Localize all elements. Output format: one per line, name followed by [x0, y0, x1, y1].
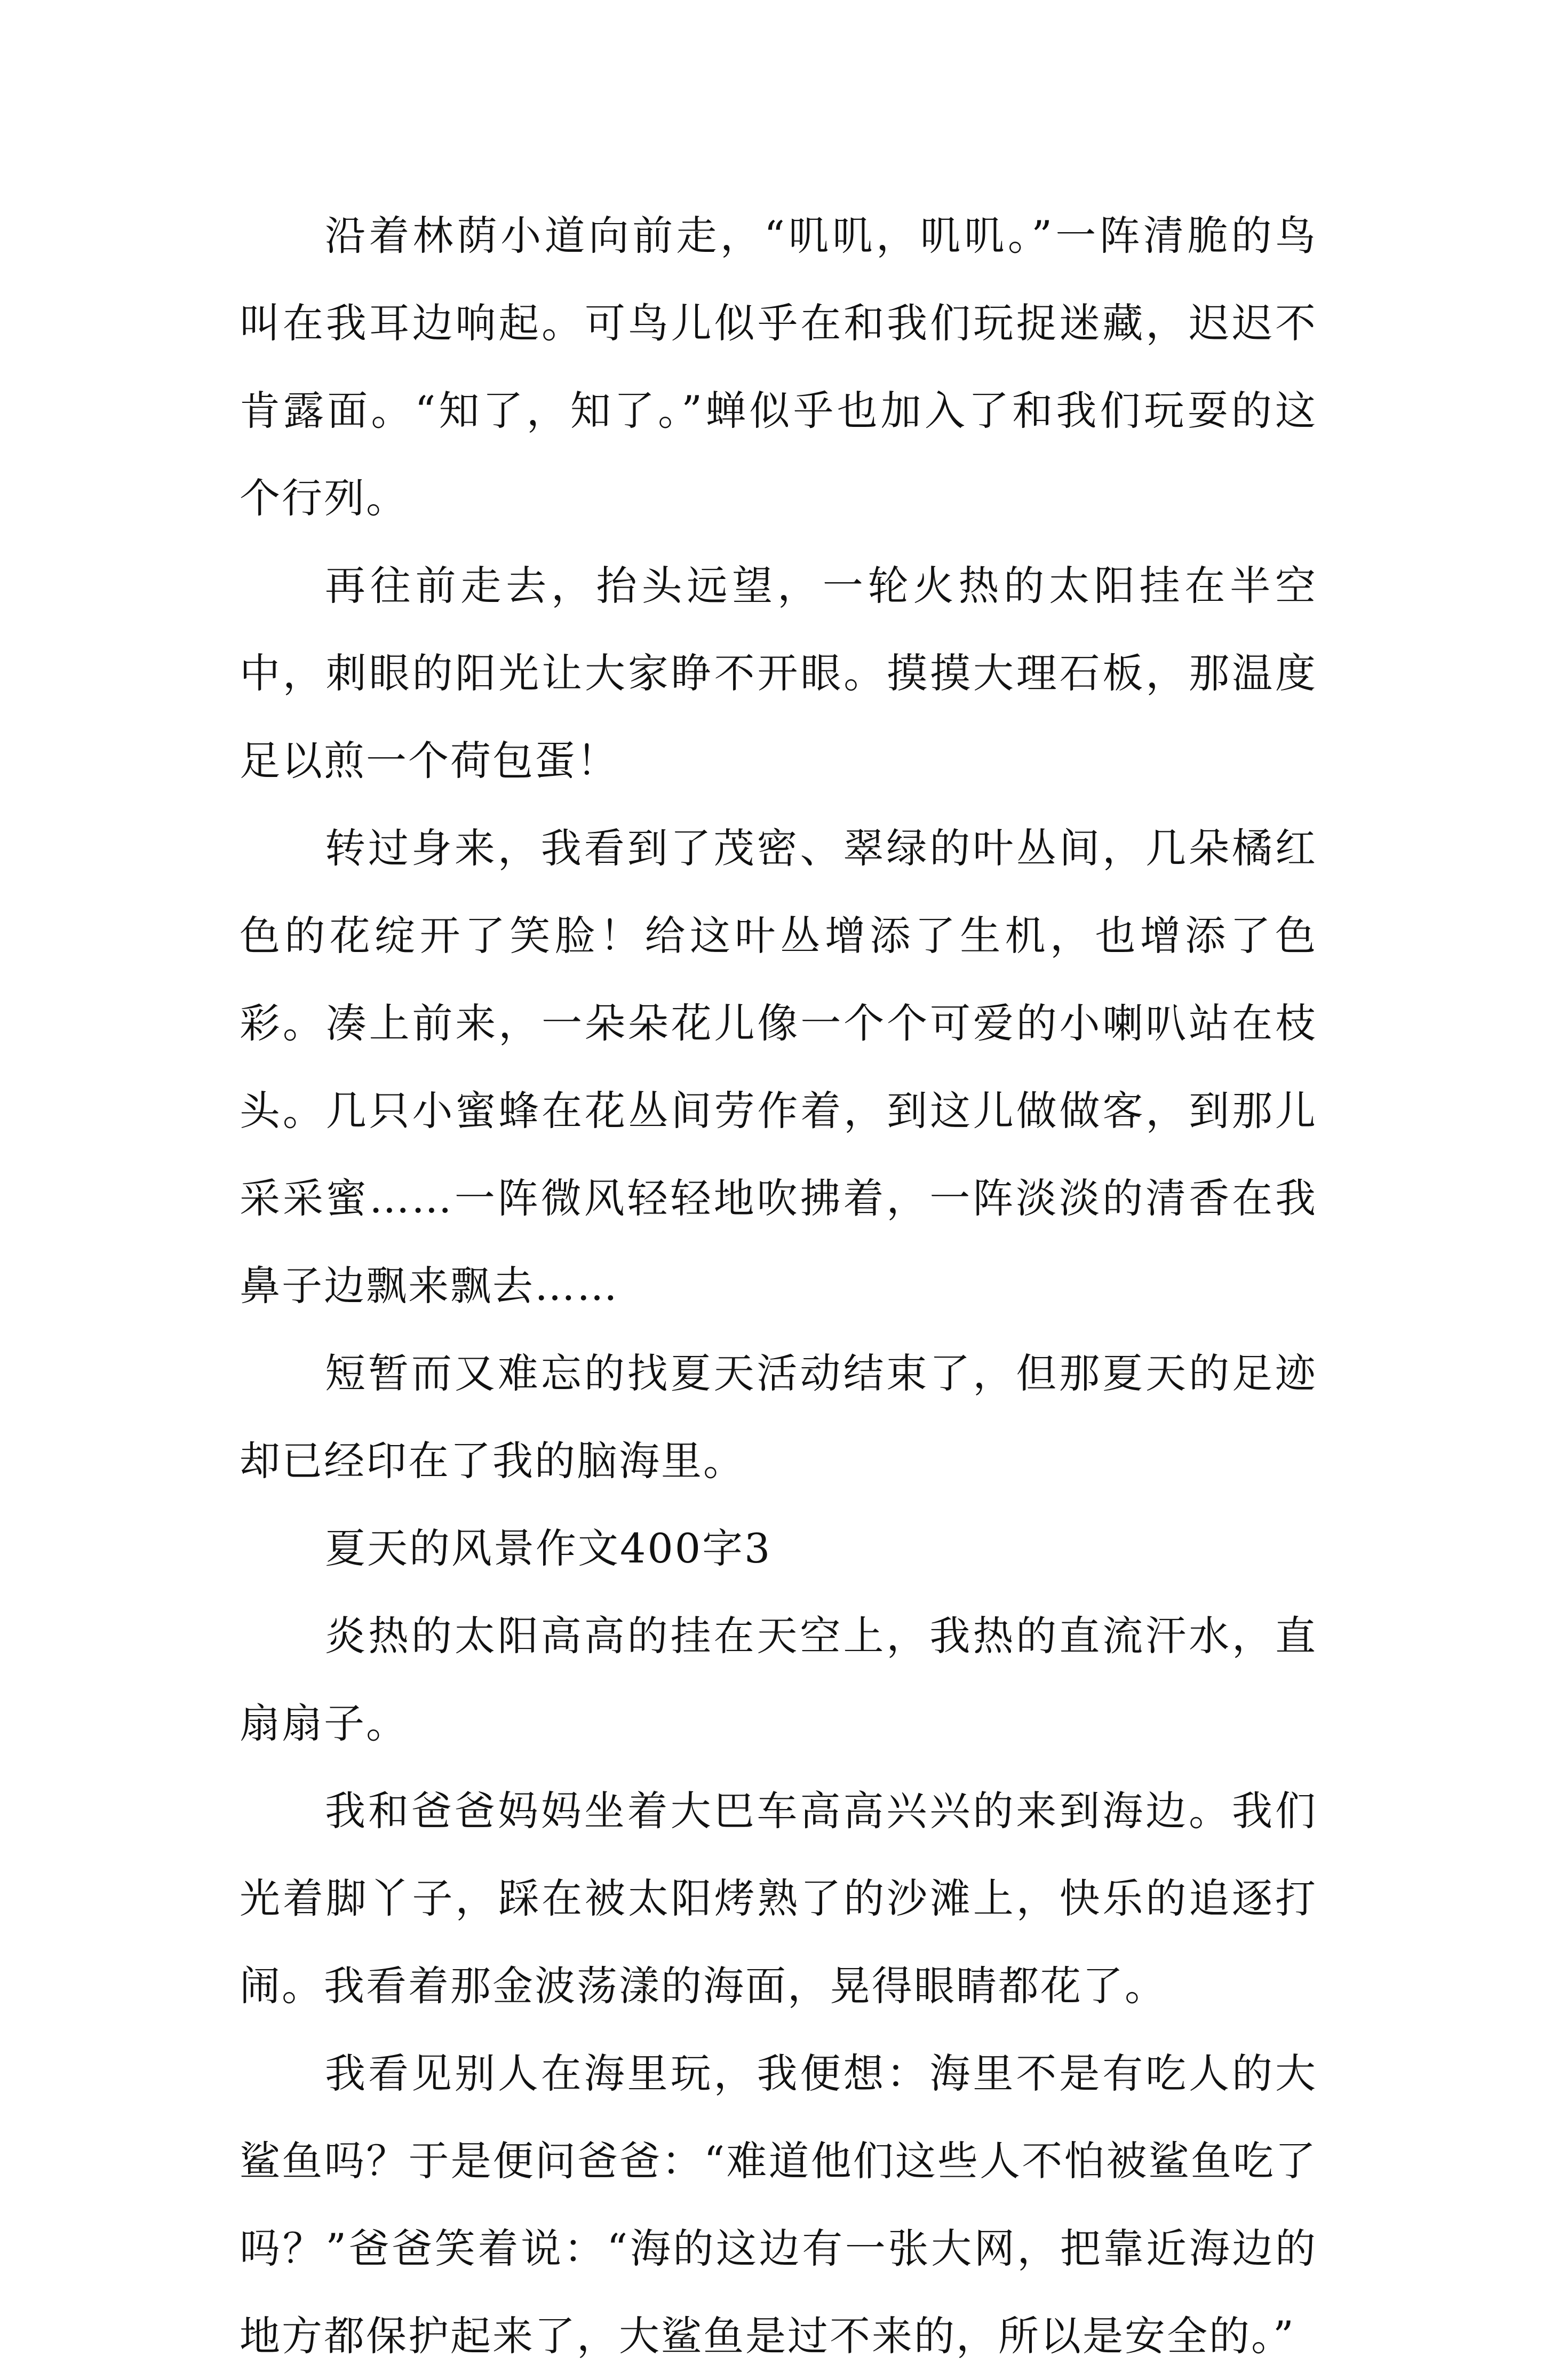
paragraph-bird-song: 沿着林荫小道向前走，“叽叽，叽叽。”一阵清脆的鸟叫在我耳边响起。可鸟儿似乎在和我们玩捉迷藏，迟迟不肯露面。“知了，知了。”蝉似乎也加入了和我们玩耍的这个行列。 [240, 212, 1317, 522]
paragraph-beach: 我和爸爸妈妈坐着大巴车高高兴兴的来到海边。我们光着脚丫子，踩在被太阳烤熟了的沙滩上，快乐的追逐打闹。我看着那金波荡漾的海面，晃得眼睛都花了。 [240, 1787, 1317, 2010]
article-body [240, 192, 1317, 2380]
paragraph-hot-sun: 再往前走去，抬头远望，一轮火热的太阳挂在半空中，刺眼的阳光让大家睁不开眼。摸摸大理石板，那温度足以煎一个荷包蛋！ [240, 562, 1317, 784]
paragraph-activity-end: 短暂而又难忘的找夏天活动结束了，但那夏天的足迹却已经印在了我的脑海里。 [240, 1350, 1317, 1485]
essay-heading: 夏天的风景作文400字3 [325, 1525, 772, 1572]
paragraph-shark-net: 我看见别人在海里玩，我便想：海里不是有吃人的大鲨鱼吗？于是便问爸爸：“难道他们这些人不怕被鲨鱼吃了吗？”爸爸笑着说：“海的这边有一张大网，把靠近海边的地方都保护起来了，大鲨鱼是过不来的，所以是安全的。” [240, 2050, 1317, 2360]
paragraph-flowers: 转过身来，我看到了茂密、翠绿的叶丛间，几朵橘红色的花绽开了笑脸！给这叶丛增添了生机，也增添了色彩。凑上前来，一朵朵花儿像一个个可爱的小喇叭站在枝头。几只小蜜蜂在花丛间劳作着，到这儿做做客，到那儿采采蜜……一阵微风轻轻地吹拂着，一阵淡淡的清香在我鼻子边飘来飘去…… [240, 824, 1317, 1310]
paragraph-hot-day: 炎热的太阳高高的挂在天空上，我热的直流汗水，直扇扇子。 [240, 1612, 1317, 1747]
